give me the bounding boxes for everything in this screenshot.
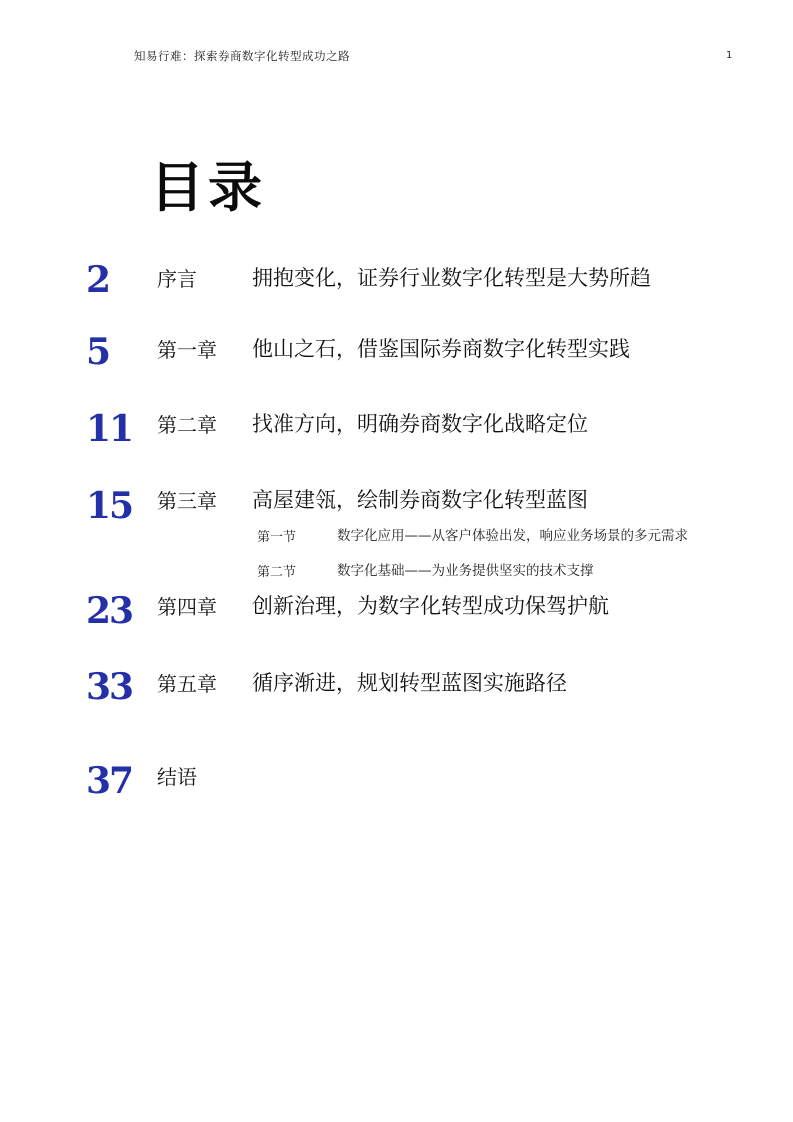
toc-chapter-label[interactable]: 第四章 [157, 595, 217, 619]
toc-heading: 目录 [150, 155, 266, 219]
toc-chapter-title[interactable]: 他山之石，借鉴国际券商数字化转型实践 [252, 337, 630, 361]
toc-page-number[interactable]: 23 [86, 590, 133, 632]
toc-chapter-label[interactable]: 第二章 [157, 413, 217, 437]
toc-chapter-label[interactable]: 第三章 [157, 489, 217, 513]
toc-chapter-title[interactable]: 找准方向，明确券商数字化战略定位 [252, 412, 588, 436]
header-page-number: 1 [726, 50, 733, 61]
toc-page-number[interactable]: 2 [86, 259, 110, 301]
toc-section-title[interactable]: 数字化基础——为业务提供坚实的技术支撑 [337, 563, 594, 579]
toc-page-number[interactable]: 37 [86, 760, 133, 802]
toc-chapter-label[interactable]: 结语 [157, 765, 197, 789]
toc-chapter-title[interactable]: 创新治理，为数字化转型成功保驾护航 [252, 594, 609, 618]
toc-section-label[interactable]: 第一节 [257, 530, 297, 545]
toc-chapter-label[interactable]: 第一章 [157, 338, 217, 362]
toc-chapter-label[interactable]: 第五章 [157, 672, 217, 696]
toc-page-number[interactable]: 11 [86, 408, 133, 450]
toc-section-label[interactable]: 第二节 [257, 565, 297, 580]
toc-chapter-title[interactable]: 循序渐进，规划转型蓝图实施路径 [252, 671, 567, 695]
toc-page-number[interactable]: 15 [86, 485, 133, 527]
toc-chapter-label[interactable]: 序言 [157, 267, 197, 291]
toc-page-number[interactable]: 5 [86, 331, 110, 373]
toc-chapter-title[interactable]: 高屋建瓴，绘制券商数字化转型蓝图 [252, 488, 588, 512]
toc-section-title[interactable]: 数字化应用——从客户体验出发，响应业务场景的多元需求 [337, 528, 688, 544]
toc-page-number[interactable]: 33 [86, 666, 133, 708]
header-title: 知易行难：探索券商数字化转型成功之路 [134, 49, 350, 63]
toc-chapter-title[interactable]: 拥抱变化，证券行业数字化转型是大势所趋 [252, 266, 651, 290]
